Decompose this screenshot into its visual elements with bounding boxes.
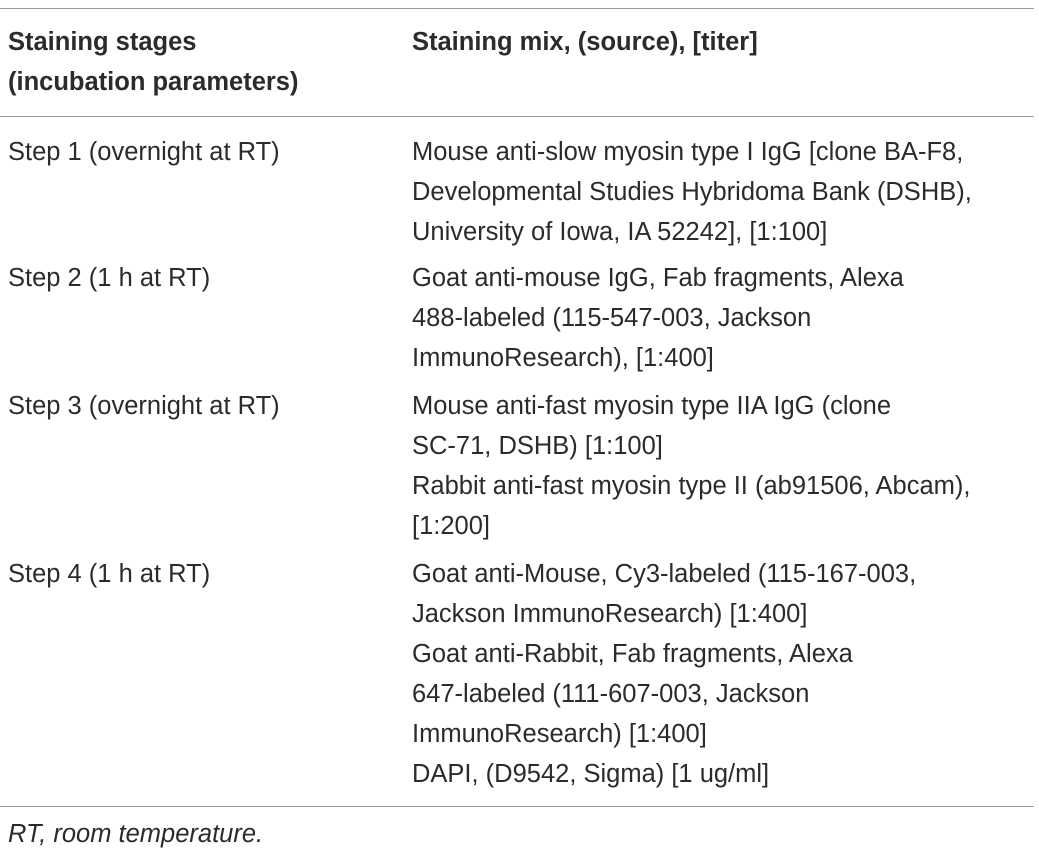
mix-line: 647-labeled (111-607-003, Jackson [412, 680, 810, 708]
mix-line: DAPI, (D9542, Sigma) [1 ug/ml] [412, 760, 770, 788]
row-2-stage: Step 2 (1 h at RT) [8, 264, 211, 292]
mix-line: Goat anti-Rabbit, Fab fragments, Alexa [412, 640, 853, 668]
header-col2-line: Staining mix, (source), [titer] [412, 28, 758, 56]
mix-line: SC-71, DSHB) [1:100] [412, 432, 663, 460]
mix-line: Rabbit anti-fast myosin type II (ab91506, Abcam), [412, 472, 971, 500]
table-footnote: RT, room temperature. [8, 820, 264, 848]
mix-line: University of Iowa, IA 52242], [1:100] [412, 218, 828, 246]
row-1-stage: Step 1 (overnight at RT) [8, 138, 280, 166]
header-col1-line: (incubation parameters) [8, 68, 299, 96]
mix-line: ImmunoResearch), [1:400] [412, 344, 714, 372]
mix-line: Developmental Studies Hybridoma Bank (DSHB), [412, 178, 972, 206]
row-1-mix [412, 132, 972, 252]
mix-line: Goat anti-Mouse, Cy3-labeled (115-167-003, [412, 560, 917, 588]
mix-line: Jackson ImmunoResearch) [1:400] [412, 600, 808, 628]
mix-line: Mouse anti-fast myosin type IIA IgG (clone [412, 392, 892, 420]
row-3-stage: Step 3 (overnight at RT) [8, 392, 280, 420]
mix-line: 488-labeled (115-547-003, Jackson [412, 304, 812, 332]
mix-line: [1:200] [412, 512, 490, 540]
table-header-rule [0, 116, 1034, 117]
table-top-rule [0, 8, 1034, 9]
row-4-stage: Step 4 (1 h at RT) [8, 560, 211, 588]
row-3-mix [412, 386, 970, 546]
row-4-mix [412, 554, 916, 794]
mix-line: Mouse anti-slow myosin type I IgG [clone BA-F8, [412, 138, 964, 166]
header-col1-line: Staining stages [8, 28, 197, 56]
table-bottom-rule [0, 806, 1034, 807]
row-2-mix [412, 258, 904, 378]
mix-line: Goat anti-mouse IgG, Fab fragments, Alexa [412, 264, 904, 292]
header-staining-mix [412, 22, 758, 62]
header-staining-stages [8, 22, 298, 102]
mix-line: ImmunoResearch) [1:400] [412, 720, 707, 748]
